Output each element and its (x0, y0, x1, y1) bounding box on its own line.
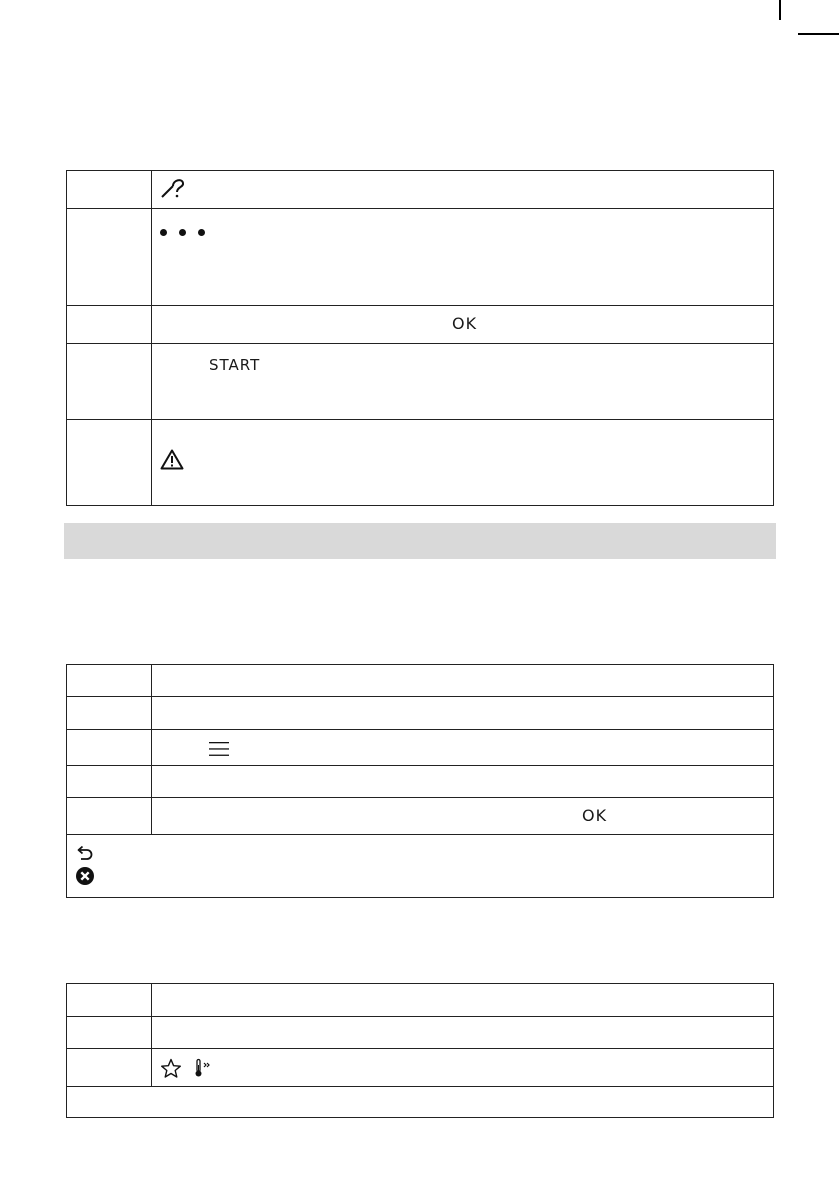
step-number-cell (67, 420, 152, 506)
crop-mark-vertical (779, 0, 781, 20)
step-text-cell (152, 171, 774, 209)
step-text-cell (152, 420, 774, 506)
step-text-cell (152, 344, 774, 420)
step-number-cell (67, 798, 152, 835)
footer-cell (67, 835, 774, 898)
step-number-cell (67, 1017, 152, 1049)
ok-button-symbol: OK (452, 314, 478, 333)
table-row (67, 306, 774, 344)
step-text-cell (152, 984, 774, 1017)
table-row (67, 420, 774, 506)
warning-triangle-icon (160, 449, 184, 470)
step-number-cell (67, 665, 152, 697)
table-row (67, 984, 774, 1017)
undo-arrow-icon (75, 845, 765, 863)
table-row (67, 798, 774, 835)
thermometer-icon (193, 1058, 215, 1078)
step-number-cell (67, 730, 152, 766)
three-dots-icon (160, 222, 217, 240)
step-number-cell (67, 344, 152, 420)
table-row (67, 171, 774, 209)
footer-cell (67, 1087, 774, 1118)
step-number-cell (67, 697, 152, 730)
step-number-cell (67, 306, 152, 344)
crop-mark-horizontal (798, 33, 839, 35)
table-row (67, 766, 774, 798)
procedure-table-2 (66, 664, 774, 898)
step-text-cell (152, 766, 774, 798)
menu-icon (209, 741, 229, 757)
step-text-cell (152, 730, 774, 766)
step-number-cell (67, 1049, 152, 1087)
ok-button-symbol: OK (582, 806, 608, 825)
step-text-cell (152, 209, 774, 306)
table-row (67, 730, 774, 766)
step-number-cell (67, 171, 152, 209)
cancel-circle-icon (75, 866, 765, 886)
table-row (67, 697, 774, 730)
table-row (67, 665, 774, 697)
core-probe-icon (160, 177, 186, 199)
step-text-cell (152, 798, 774, 835)
procedure-table-1 (66, 170, 774, 506)
step-text-cell (152, 697, 774, 730)
table-footer-row (67, 835, 774, 898)
step-text-cell (152, 1049, 774, 1087)
step-text-cell (152, 306, 774, 344)
table-footer-row (67, 1087, 774, 1118)
table-row (67, 209, 774, 306)
table-row (67, 1017, 774, 1049)
table-row (67, 344, 774, 420)
section-heading-bar (64, 523, 776, 559)
step-number-cell (67, 766, 152, 798)
step-number-cell (67, 209, 152, 306)
step-text-cell (152, 1017, 774, 1049)
step-number-cell (67, 984, 152, 1017)
star-icon (160, 1058, 182, 1078)
procedure-table-3 (66, 983, 774, 1118)
start-button-symbol: START (209, 356, 261, 374)
step-text-cell (152, 665, 774, 697)
table-row (67, 1049, 774, 1087)
